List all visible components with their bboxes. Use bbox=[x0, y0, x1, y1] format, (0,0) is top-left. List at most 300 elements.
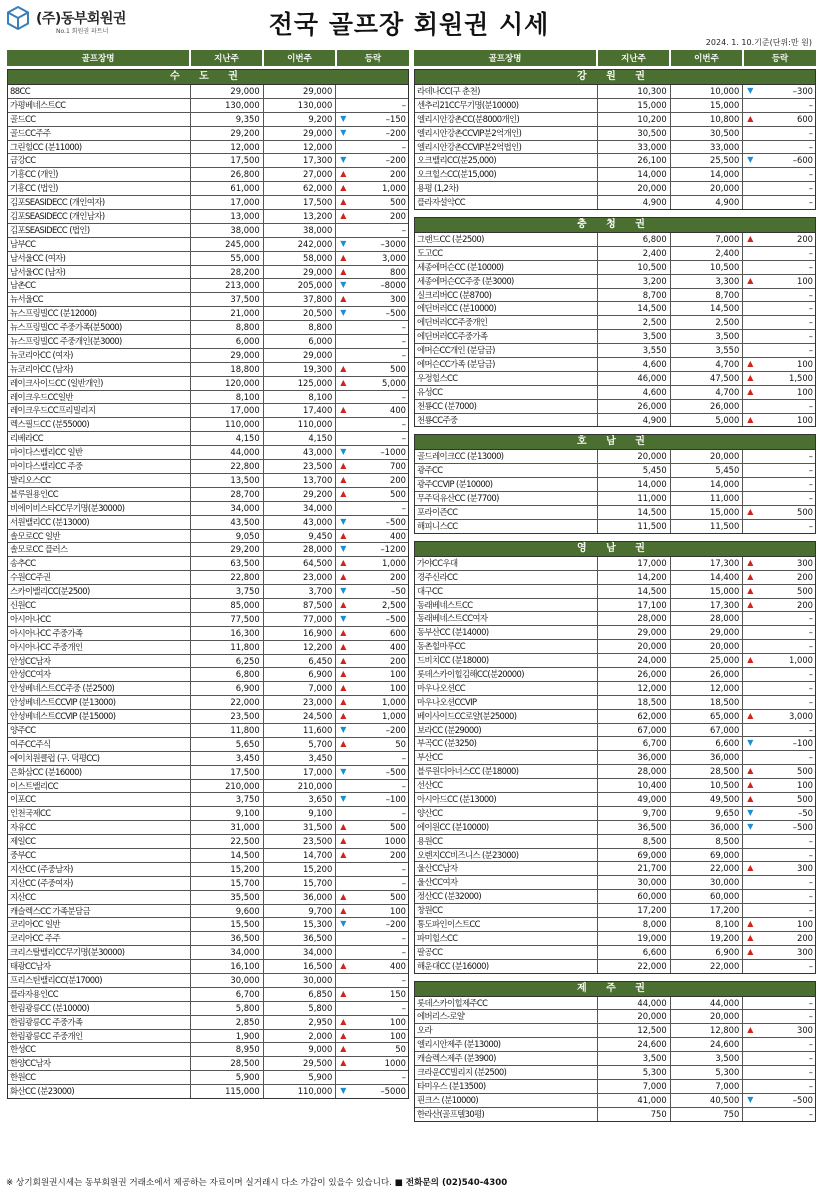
change-value: 600 bbox=[796, 113, 813, 124]
course-name: 블루원용인CC bbox=[8, 488, 191, 501]
price-change bbox=[743, 372, 815, 385]
change-value: 1,000 bbox=[382, 697, 406, 708]
last-week-price: 36,000 bbox=[598, 751, 671, 764]
price-change bbox=[336, 1057, 408, 1070]
last-week-price: 6,700 bbox=[191, 988, 264, 1001]
this-week-price: 4,150 bbox=[264, 432, 337, 445]
this-week-price: 36,500 bbox=[264, 932, 337, 945]
table-row bbox=[415, 316, 815, 330]
course-name: 통도파인이스트CC bbox=[415, 918, 598, 931]
change-value: – bbox=[401, 933, 406, 944]
table-row bbox=[415, 710, 815, 724]
last-week-price: 9,350 bbox=[191, 113, 264, 126]
change-value: – bbox=[808, 891, 813, 902]
price-change bbox=[336, 988, 408, 1001]
table-row bbox=[415, 233, 815, 247]
header-this-week: 이번주 bbox=[264, 50, 337, 66]
change-value: 500 bbox=[796, 507, 813, 518]
change-value: 400 bbox=[389, 961, 406, 972]
change-value: 200 bbox=[389, 849, 406, 860]
price-change bbox=[743, 571, 815, 584]
this-week-price: 2,500 bbox=[671, 316, 744, 329]
table-row bbox=[8, 335, 408, 349]
up-arrow-icon: ▲ bbox=[340, 474, 347, 484]
header-last-week: 지난주 bbox=[191, 50, 264, 66]
course-name: 포라이즌CC bbox=[415, 506, 598, 519]
region-table bbox=[414, 217, 816, 427]
this-week-price: 3,550 bbox=[671, 344, 744, 357]
down-arrow-icon: ▼ bbox=[340, 919, 347, 929]
table-row bbox=[415, 168, 815, 182]
change-value: 400 bbox=[389, 641, 406, 652]
last-week-price: 23,500 bbox=[191, 710, 264, 723]
price-change bbox=[743, 99, 815, 112]
price-change bbox=[743, 960, 815, 973]
course-name: 엘리시안강촌CCVIP분2억개인) bbox=[415, 127, 598, 140]
last-week-price: 15,200 bbox=[191, 863, 264, 876]
up-arrow-icon: ▲ bbox=[747, 793, 754, 803]
course-name: 플라자설악CC bbox=[415, 196, 598, 209]
change-value: – bbox=[401, 975, 406, 985]
last-week-price: 5,650 bbox=[191, 738, 264, 751]
price-change bbox=[336, 113, 408, 126]
last-week-price: 2,400 bbox=[598, 247, 671, 260]
this-week-price: 29,000 bbox=[264, 266, 337, 279]
down-arrow-icon: ▼ bbox=[340, 1086, 347, 1096]
course-name: 기흥CC (개인) bbox=[8, 168, 191, 181]
region-table bbox=[414, 434, 816, 533]
last-week-price: 3,750 bbox=[191, 585, 264, 598]
down-arrow-icon: ▼ bbox=[747, 738, 754, 748]
course-name: 실크리버CC (분8700) bbox=[415, 289, 598, 302]
this-week-price: 20,000 bbox=[671, 640, 744, 653]
table-row bbox=[8, 182, 408, 196]
last-week-price: 24,600 bbox=[598, 1038, 671, 1051]
course-name: 유성CC bbox=[415, 386, 598, 399]
table-row bbox=[8, 946, 408, 960]
this-week-price: 5,450 bbox=[671, 464, 744, 477]
course-name: 솔모로CC 일반 bbox=[8, 530, 191, 543]
course-name: 드비치CC (분18000) bbox=[415, 654, 598, 667]
change-value: –1000 bbox=[380, 447, 406, 458]
price-change bbox=[743, 599, 815, 612]
price-change bbox=[743, 1024, 815, 1037]
region-title: 영 남 권 bbox=[415, 542, 815, 557]
last-week-price: 10,200 bbox=[598, 113, 671, 126]
last-week-price: 9,700 bbox=[598, 807, 671, 820]
this-week-price: 23,000 bbox=[264, 696, 337, 709]
change-value: –200 bbox=[385, 919, 406, 930]
down-arrow-icon: ▼ bbox=[340, 766, 347, 776]
this-week-price: 16,500 bbox=[264, 960, 337, 973]
last-week-price: 38,000 bbox=[191, 224, 264, 237]
last-week-price: 5,300 bbox=[598, 1066, 671, 1079]
change-value: – bbox=[401, 433, 406, 444]
table-row bbox=[8, 599, 408, 613]
this-week-price: 28,500 bbox=[671, 765, 744, 778]
course-name: 울산CC남자 bbox=[415, 862, 598, 875]
last-week-price: 20,000 bbox=[598, 182, 671, 195]
table-row bbox=[415, 1010, 815, 1024]
down-arrow-icon: ▼ bbox=[340, 155, 347, 165]
left-regions bbox=[7, 69, 409, 1099]
price-change bbox=[336, 266, 408, 279]
last-week-price: 43,500 bbox=[191, 516, 264, 529]
table-row bbox=[415, 99, 815, 113]
up-arrow-icon: ▲ bbox=[747, 946, 754, 956]
course-name: 파미힐스CC bbox=[415, 932, 598, 945]
last-week-price: 36,500 bbox=[191, 932, 264, 945]
course-name: 남서울CC (여자) bbox=[8, 252, 191, 265]
table-row bbox=[8, 377, 408, 391]
course-name: 안성CC남자 bbox=[8, 655, 191, 668]
this-week-price: 5,700 bbox=[264, 738, 337, 751]
table-row bbox=[415, 478, 815, 492]
price-change bbox=[336, 682, 408, 695]
table-row bbox=[8, 960, 408, 974]
this-week-price: 31,500 bbox=[264, 821, 337, 834]
last-week-price: 2,850 bbox=[191, 1016, 264, 1029]
last-week-price: 28,000 bbox=[598, 612, 671, 625]
change-value: 300 bbox=[796, 946, 813, 957]
price-change bbox=[743, 302, 815, 315]
change-value: –200 bbox=[385, 724, 406, 735]
this-week-price: 6,450 bbox=[264, 655, 337, 668]
last-week-price: 20,000 bbox=[598, 450, 671, 463]
region-title: 호 남 권 bbox=[415, 435, 815, 450]
change-value: 100 bbox=[389, 1016, 406, 1027]
up-arrow-icon: ▲ bbox=[747, 918, 754, 928]
course-name: 지산CC (주중남자) bbox=[8, 863, 191, 876]
this-week-price: 4,700 bbox=[671, 386, 744, 399]
change-value: – bbox=[808, 303, 813, 314]
this-week-price: 19,200 bbox=[671, 932, 744, 945]
table-row bbox=[8, 224, 408, 238]
down-arrow-icon: ▼ bbox=[747, 821, 754, 831]
this-week-price: 40,500 bbox=[671, 1094, 744, 1107]
change-value: – bbox=[808, 696, 813, 707]
last-week-price: 49,000 bbox=[598, 793, 671, 806]
change-value: – bbox=[808, 835, 813, 846]
up-arrow-icon: ▲ bbox=[340, 183, 347, 193]
price-change bbox=[336, 571, 408, 584]
up-arrow-icon: ▲ bbox=[340, 697, 347, 707]
change-value: – bbox=[401, 863, 406, 874]
course-name: 에딘버러CC주중가족 bbox=[415, 330, 598, 343]
change-value: – bbox=[808, 668, 813, 679]
table-row bbox=[8, 252, 408, 266]
table-row bbox=[415, 1080, 815, 1094]
course-name: 에이원CC (분10000) bbox=[415, 821, 598, 834]
last-week-price: 8,800 bbox=[191, 321, 264, 334]
price-change bbox=[336, 780, 408, 793]
up-arrow-icon: ▲ bbox=[340, 822, 347, 832]
course-name: 마이다스밸리CC 일반 bbox=[8, 446, 191, 459]
header-name: 골프장명 bbox=[414, 50, 598, 66]
this-week-price: 23,500 bbox=[264, 460, 337, 473]
right-column bbox=[414, 50, 816, 1129]
table-row bbox=[415, 626, 815, 640]
table-row bbox=[8, 752, 408, 766]
course-name: 뉴코리아CC (여자) bbox=[8, 349, 191, 362]
up-arrow-icon: ▲ bbox=[340, 1058, 347, 1068]
course-name: 지산CC (주중여자) bbox=[8, 877, 191, 890]
course-name: 동래베네스트CC bbox=[415, 599, 598, 612]
last-week-price: 11,800 bbox=[191, 641, 264, 654]
price-change bbox=[336, 99, 408, 112]
price-change bbox=[336, 363, 408, 376]
table-row bbox=[415, 997, 815, 1011]
price-change bbox=[336, 307, 408, 320]
last-week-price: 2,500 bbox=[598, 316, 671, 329]
change-value: 300 bbox=[389, 294, 406, 305]
table-row bbox=[8, 974, 408, 988]
this-week-price: 11,000 bbox=[671, 492, 744, 505]
course-name: 한림광릉CC 주중가족 bbox=[8, 1016, 191, 1029]
change-value: –3000 bbox=[380, 238, 406, 249]
price-change bbox=[336, 863, 408, 876]
up-arrow-icon: ▲ bbox=[747, 359, 754, 369]
change-value: – bbox=[808, 400, 813, 411]
price-change bbox=[743, 520, 815, 533]
down-arrow-icon: ▼ bbox=[340, 113, 347, 123]
last-week-price: 10,300 bbox=[598, 85, 671, 98]
course-name: 한림광릉CC 주중개인 bbox=[8, 1030, 191, 1043]
up-arrow-icon: ▲ bbox=[747, 557, 754, 567]
down-arrow-icon: ▼ bbox=[340, 613, 347, 623]
price-change bbox=[336, 335, 408, 348]
change-value: 700 bbox=[389, 461, 406, 472]
change-value: – bbox=[808, 345, 813, 356]
price-change bbox=[336, 766, 408, 779]
course-name: 레이크우드CC일반 bbox=[8, 391, 191, 404]
course-name: 창원CC bbox=[415, 904, 598, 917]
up-arrow-icon: ▲ bbox=[340, 849, 347, 859]
up-arrow-icon: ▲ bbox=[747, 571, 754, 581]
table-row bbox=[8, 682, 408, 696]
last-week-price: 69,000 bbox=[598, 849, 671, 862]
change-value: – bbox=[808, 317, 813, 328]
price-change bbox=[743, 890, 815, 903]
last-week-price: 22,800 bbox=[191, 571, 264, 584]
this-week-price: 9,650 bbox=[671, 807, 744, 820]
this-week-price: 24,500 bbox=[264, 710, 337, 723]
price-change bbox=[743, 1052, 815, 1065]
last-week-price: 14,200 bbox=[598, 571, 671, 584]
price-change bbox=[336, 168, 408, 181]
this-week-price: 26,000 bbox=[671, 400, 744, 413]
course-name: 마우나오션CCVIP bbox=[415, 696, 598, 709]
this-week-price: 43,000 bbox=[264, 516, 337, 529]
course-name: 그린힐CC (분11000) bbox=[8, 141, 191, 154]
course-name: 남부CC bbox=[8, 238, 191, 251]
last-week-price: 37,500 bbox=[191, 293, 264, 306]
table-row bbox=[8, 1057, 408, 1071]
this-week-price: 20,000 bbox=[671, 1010, 744, 1023]
last-week-price: 15,700 bbox=[191, 877, 264, 890]
this-week-price: 10,800 bbox=[671, 113, 744, 126]
course-name: 블루원디아너스CC (분18000) bbox=[415, 765, 598, 778]
this-week-price: 25,000 bbox=[671, 654, 744, 667]
course-name: 크라운CC빌리지 (분2500) bbox=[415, 1066, 598, 1079]
change-value: 1000 bbox=[384, 1058, 406, 1069]
price-change bbox=[336, 446, 408, 459]
this-week-price: 9,100 bbox=[264, 807, 337, 820]
price-change bbox=[336, 377, 408, 390]
table-row bbox=[8, 918, 408, 932]
table-row bbox=[8, 349, 408, 363]
price-change bbox=[336, 835, 408, 848]
this-week-price: 20,000 bbox=[671, 450, 744, 463]
table-row bbox=[415, 793, 815, 807]
course-name: 오크밸리CC(분25,000) bbox=[415, 154, 598, 167]
table-row bbox=[415, 946, 815, 960]
this-week-price: 22,000 bbox=[671, 862, 744, 875]
table-row bbox=[8, 766, 408, 780]
this-week-price: 17,300 bbox=[671, 557, 744, 570]
course-name: 그랜드CC (분2500) bbox=[415, 233, 598, 246]
table-row bbox=[415, 668, 815, 682]
table-row bbox=[415, 261, 815, 275]
course-name: 양주CC bbox=[8, 724, 191, 737]
last-week-price: 67,000 bbox=[598, 724, 671, 737]
price-change bbox=[336, 793, 408, 806]
table-row bbox=[8, 932, 408, 946]
table-row bbox=[8, 404, 408, 418]
change-value: – bbox=[401, 780, 406, 791]
change-value: 500 bbox=[389, 363, 406, 374]
change-value: –200 bbox=[385, 155, 406, 166]
course-name: 골드CC bbox=[8, 113, 191, 126]
last-week-price: 8,700 bbox=[598, 289, 671, 302]
table-row bbox=[415, 154, 815, 168]
this-week-price: 30,000 bbox=[264, 974, 337, 987]
course-name: 레이크사이드CC (일반개인) bbox=[8, 377, 191, 390]
course-name: 엘리시안강촌CC(분8000개인) bbox=[415, 113, 598, 126]
change-value: 1,500 bbox=[789, 372, 813, 383]
last-week-price: 7,000 bbox=[598, 1080, 671, 1093]
change-value: 300 bbox=[796, 557, 813, 568]
last-week-price: 20,000 bbox=[598, 1010, 671, 1023]
price-change bbox=[336, 293, 408, 306]
this-week-price: 25,500 bbox=[671, 154, 744, 167]
company-name: (주)동부회원권 bbox=[36, 11, 126, 27]
course-name: 엘리시안강촌CCVIP분2억법인) bbox=[415, 141, 598, 154]
change-value: –50 bbox=[798, 807, 813, 818]
down-arrow-icon: ▼ bbox=[340, 280, 347, 290]
change-value: – bbox=[401, 1072, 406, 1083]
this-week-price: 3,500 bbox=[671, 1052, 744, 1065]
course-name: 부산CC bbox=[415, 751, 598, 764]
change-value: –500 bbox=[385, 516, 406, 527]
table-row bbox=[415, 450, 815, 464]
table-row bbox=[415, 571, 815, 585]
course-name: 한양CC남자 bbox=[8, 1057, 191, 1070]
price-change bbox=[743, 793, 815, 806]
this-week-price: 28,000 bbox=[264, 543, 337, 556]
price-change bbox=[743, 737, 815, 750]
price-change bbox=[336, 821, 408, 834]
last-week-price: 8,000 bbox=[598, 918, 671, 931]
change-value: 200 bbox=[796, 932, 813, 943]
price-change bbox=[336, 543, 408, 556]
this-week-price: 34,000 bbox=[264, 502, 337, 515]
table-row bbox=[8, 1071, 408, 1085]
down-arrow-icon: ▼ bbox=[340, 447, 347, 457]
course-name: 제일CC bbox=[8, 835, 191, 848]
this-week-price: 65,000 bbox=[671, 710, 744, 723]
change-value: – bbox=[808, 1039, 813, 1050]
course-name: 발리오스CC bbox=[8, 474, 191, 487]
this-week-price: 38,000 bbox=[264, 224, 337, 237]
change-value: 200 bbox=[389, 169, 406, 180]
last-week-price: 62,000 bbox=[598, 710, 671, 723]
change-value: 500 bbox=[796, 793, 813, 804]
price-change bbox=[336, 1016, 408, 1029]
change-value: 5,000 bbox=[382, 377, 406, 388]
up-arrow-icon: ▲ bbox=[340, 1030, 347, 1040]
last-week-price: 3,450 bbox=[191, 752, 264, 765]
course-name: 용평 (1,2차) bbox=[415, 182, 598, 195]
last-week-price: 17,500 bbox=[191, 154, 264, 167]
price-change bbox=[743, 492, 815, 505]
down-arrow-icon: ▼ bbox=[340, 308, 347, 318]
this-week-price: 37,800 bbox=[264, 293, 337, 306]
table-row bbox=[8, 557, 408, 571]
price-change bbox=[336, 557, 408, 570]
table-row bbox=[415, 751, 815, 765]
table-row bbox=[8, 85, 408, 99]
price-change bbox=[743, 612, 815, 625]
change-value: –600 bbox=[792, 155, 813, 166]
company-slogan: No.1 회원권 파트너 bbox=[56, 28, 109, 35]
this-week-price: 6,600 bbox=[671, 737, 744, 750]
price-change bbox=[336, 1030, 408, 1043]
course-name: 캐슬렉스제주 (분3900) bbox=[415, 1052, 598, 1065]
price-change bbox=[336, 1043, 408, 1056]
this-week-price: 36,000 bbox=[264, 891, 337, 904]
change-value: 200 bbox=[389, 655, 406, 666]
last-week-price: 17,000 bbox=[191, 196, 264, 209]
this-week-price: 110,000 bbox=[264, 1085, 337, 1098]
up-arrow-icon: ▲ bbox=[340, 836, 347, 846]
table-row bbox=[415, 464, 815, 478]
last-week-price: 15,500 bbox=[191, 918, 264, 931]
this-week-price: 64,500 bbox=[264, 557, 337, 570]
change-value: – bbox=[808, 724, 813, 735]
last-week-price: 8,100 bbox=[191, 391, 264, 404]
course-name: 뉴코리아CC (남자) bbox=[8, 363, 191, 376]
this-week-price: 125,000 bbox=[264, 377, 337, 390]
last-week-price: 29,000 bbox=[598, 626, 671, 639]
this-week-price: 36,000 bbox=[671, 821, 744, 834]
table-row bbox=[415, 654, 815, 668]
up-arrow-icon: ▲ bbox=[340, 363, 347, 373]
up-arrow-icon: ▲ bbox=[340, 405, 347, 415]
price-change bbox=[743, 1094, 815, 1107]
change-value: 100 bbox=[796, 275, 813, 286]
this-week-price: 2,000 bbox=[264, 1030, 337, 1043]
change-value: – bbox=[808, 465, 813, 476]
up-arrow-icon: ▲ bbox=[747, 932, 754, 942]
course-name: 부곡CC (분3250) bbox=[415, 737, 598, 750]
change-value: 3,000 bbox=[382, 252, 406, 263]
up-arrow-icon: ▲ bbox=[340, 683, 347, 693]
change-value: –500 bbox=[385, 308, 406, 319]
price-change bbox=[743, 557, 815, 570]
table-row bbox=[415, 1108, 815, 1121]
change-value: – bbox=[808, 1108, 813, 1119]
